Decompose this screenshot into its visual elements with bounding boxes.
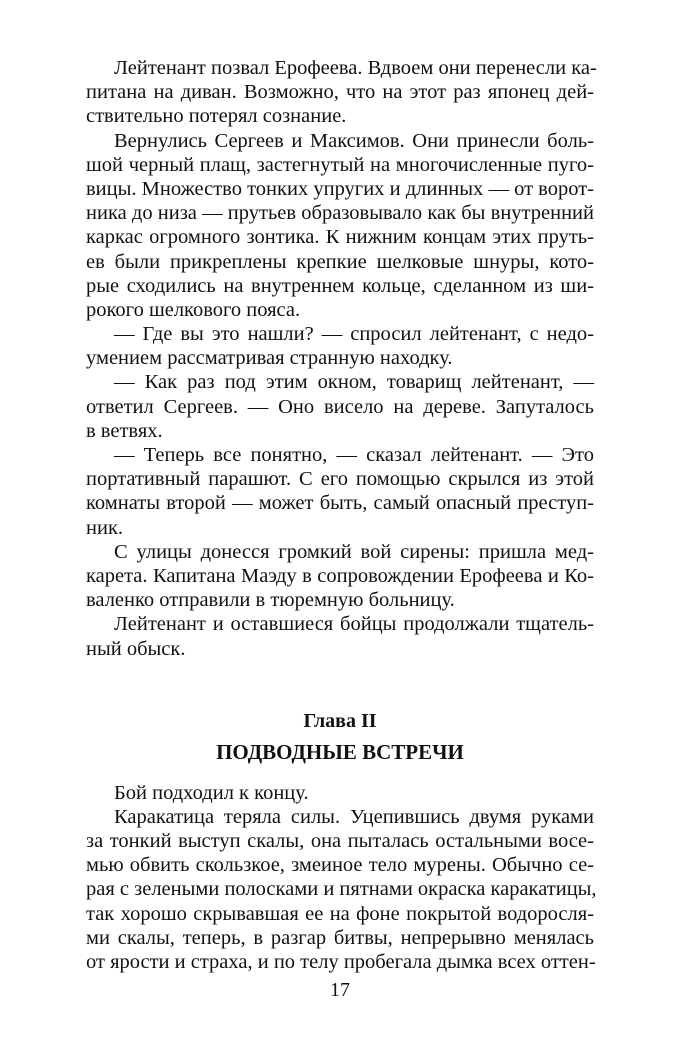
body-text-top [86,56,597,661]
text-line: мью обвить скользкое, змеиное тело мурены. Обычно се- [86,854,594,877]
paragraph [86,781,594,805]
text-line: вицы. Множество тонких упругих и длинных — от ворот- [86,177,594,200]
text-line: Бой подходил к концу. [114,781,309,804]
text-line: — Где вы это нашли? — спросил лейтенант, с недо- [114,323,594,346]
text-line: ника до низа — прутьев образовывало как бы внутренний [86,202,594,225]
text-line: ствительно потерял сознание. [86,105,347,128]
text-line: ев были прикреплены крепкие шелковые шнуры, кото- [86,250,594,273]
text-line: от ярости и страха, и по телу пробегала дымка всех оттен- [86,951,596,973]
text-line: питана на диван. Возможно, что на этот раз японец дей- [86,81,594,104]
text-line: ный обыск. [86,637,186,660]
text-line: каркас огромного зонтика. К нижним концам этих пруть- [86,226,594,249]
text-line: валенко отправили в тюремную больницу. [86,589,455,612]
paragraph [86,443,594,540]
text-line: портативный парашют. С его помощью скрылся из этой [86,468,594,491]
text-line: за тонкий выступ скалы, она пыталась остальными восе- [86,830,594,853]
text-line: С улицы донесся громкий вой сирены: пришла мед- [114,540,594,563]
paragraph [86,540,594,613]
text-line: ми скалы, теперь, в разгар битвы, непрерывно менялась [86,926,594,949]
chapter-number: Глава II [303,709,377,732]
chapter-heading [86,709,594,765]
paragraph [86,805,597,974]
text-line: карета. Капитана Маэду в сопровождении Ерофеева и Ко- [86,564,594,587]
text-line: ответил Сергеев. — Оно висело на дереве. Запуталось [86,395,594,418]
paragraph [86,56,597,129]
text-line: шой черный плащ, застегнутый на многочисленные пуго- [86,153,594,176]
text-line: умением рассматривая странную находку. [86,347,453,370]
book-page [86,56,597,974]
text-line: — Теперь все понятно, — сказал лейтенант. — Это [114,444,594,466]
paragraph [86,322,594,370]
text-line: ник. [86,516,124,539]
text-line: рая с зелеными полосками и пятнами окраска каракатицы, [86,878,597,901]
body-text-bottom [86,781,597,975]
text-line: — Как раз под этим окном, товарищ лейтенант, — [114,371,594,394]
chapter-title: ПОДВОДНЫЕ ВСТРЕЧИ [216,739,464,764]
text-line: в ветвях. [86,419,163,442]
text-line: Вернулись Сергеев и Максимов. Они принесли боль- [114,129,594,152]
paragraph [86,612,594,660]
text-line: рокого шелкового пояса. [86,298,301,321]
text-line: рые сходились на внутреннем кольце, сделанном из ши- [86,274,594,297]
paragraph [86,370,594,443]
paragraph [86,129,594,323]
text-line: Лейтенант и оставшиеся бойцы продолжали тщатель- [114,613,594,636]
text-line: Каракатица теряла силы. Уцепившись двумя руками [114,805,594,828]
page-number: 17 [330,979,350,1001]
text-line: комнаты второй — может быть, самый опасный преступ- [86,492,594,515]
text-line: Лейтенант позвал Ерофеева. Вдвоем они перенесли ка- [114,57,597,79]
text-line: так хорошо скрывавшая ее на фоне покрытой водоросля- [86,902,594,925]
